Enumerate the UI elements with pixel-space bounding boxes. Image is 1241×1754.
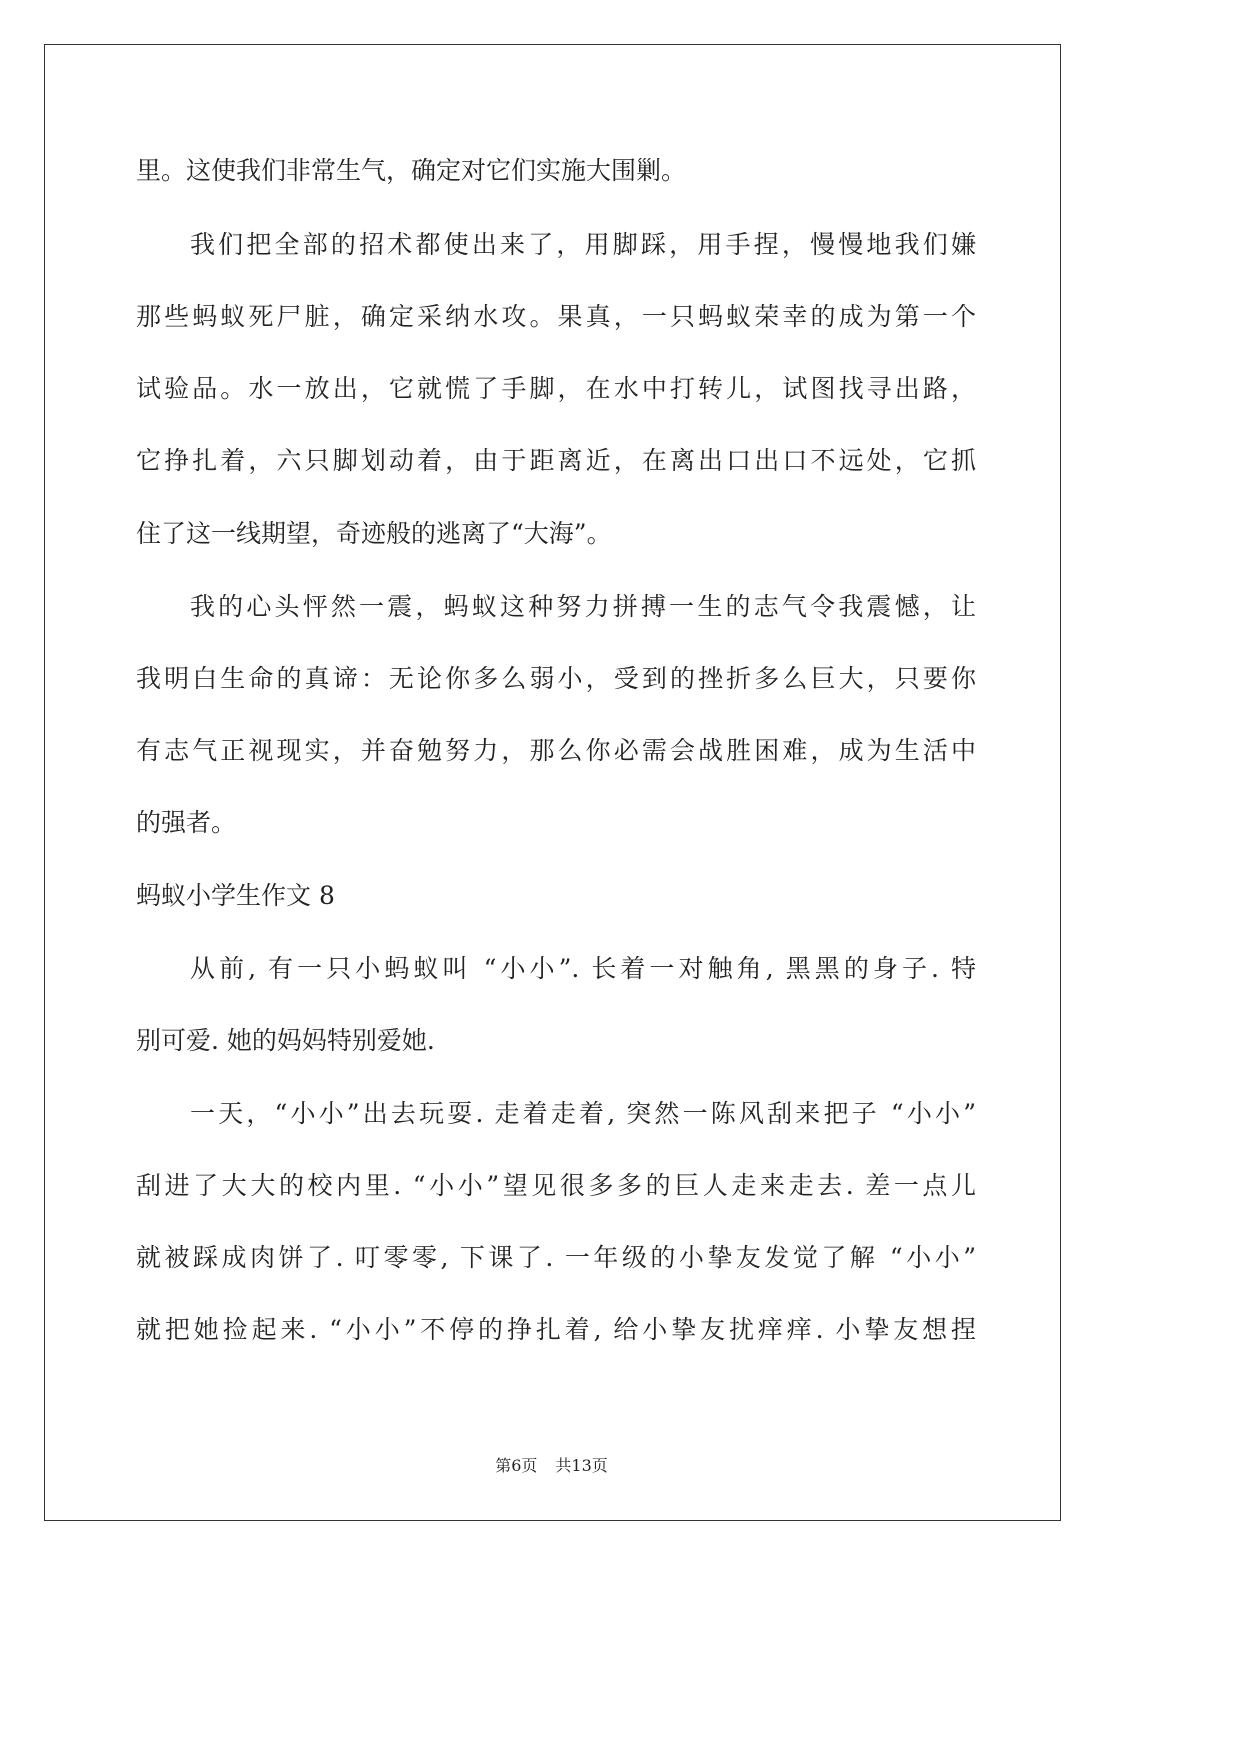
text-line: 的强者。 xyxy=(136,808,237,837)
text-line: 里。这使我们非常生气，确定对它们实施大围剿。 xyxy=(136,156,687,185)
text-line: 我的心头怦然一震，蚂蚁这种努力拼搏一生的志气令我震憾，让 xyxy=(190,592,976,621)
text-line: 我明白生命的真谛：无论你多么弱小，受到的挫折多么巨大，只要你 xyxy=(136,664,976,693)
text-line: 我们把全部的招术都使出来了，用脚踩，用手捏，慢慢地我们嫌 xyxy=(190,230,976,259)
text-line: 一天，“小小”出去玩耍. 走着走着, 突然一陈风刮来把子 “小小” xyxy=(190,1099,976,1128)
text-line: 别可爱. 她的妈妈特别爱她. xyxy=(136,1026,435,1055)
text-line: 刮进了大大的校内里. “小小”望见很多多的巨人走来走去. 差一点儿 xyxy=(136,1171,976,1200)
text-line: 试验品。水一放出，它就慌了手脚，在水中打转儿，试图找寻出路， xyxy=(136,374,976,403)
text-line: 有志气正视现实，并奋勉努力，那么你必需会战胜困难，成为生活中 xyxy=(136,736,976,765)
page-count: 共13页 xyxy=(555,1456,608,1475)
section-heading: 蚂蚁小学生作文 8 xyxy=(136,881,335,910)
text-line: 就被踩成肉饼了. 叮零零, 下课了. 一年级的小挚友发觉了解 “小小” xyxy=(136,1243,976,1272)
text-line: 住了这一线期望，奇迹般的逃离了“大海”。 xyxy=(136,519,612,548)
page-number: 第6页 xyxy=(495,1456,538,1475)
text-line: 那些蚂蚁死尸脏，确定采纳水攻。果真，一只蚂蚁荣幸的成为第一个 xyxy=(136,302,976,331)
page-border xyxy=(44,44,1061,1521)
text-line: 就把她捡起来. “小小”不停的挣扎着, 给小挚友扰痒痒. 小挚友想捏 xyxy=(136,1315,976,1344)
text-line: 从前, 有一只小蚂蚁叫 “小小”. 长着一对触角, 黑黑的身子. 特 xyxy=(190,954,976,983)
text-line: 它挣扎着，六只脚划动着，由于距离近，在离出口出口不远处，它抓 xyxy=(136,446,976,475)
page-footer xyxy=(0,1453,1103,1476)
